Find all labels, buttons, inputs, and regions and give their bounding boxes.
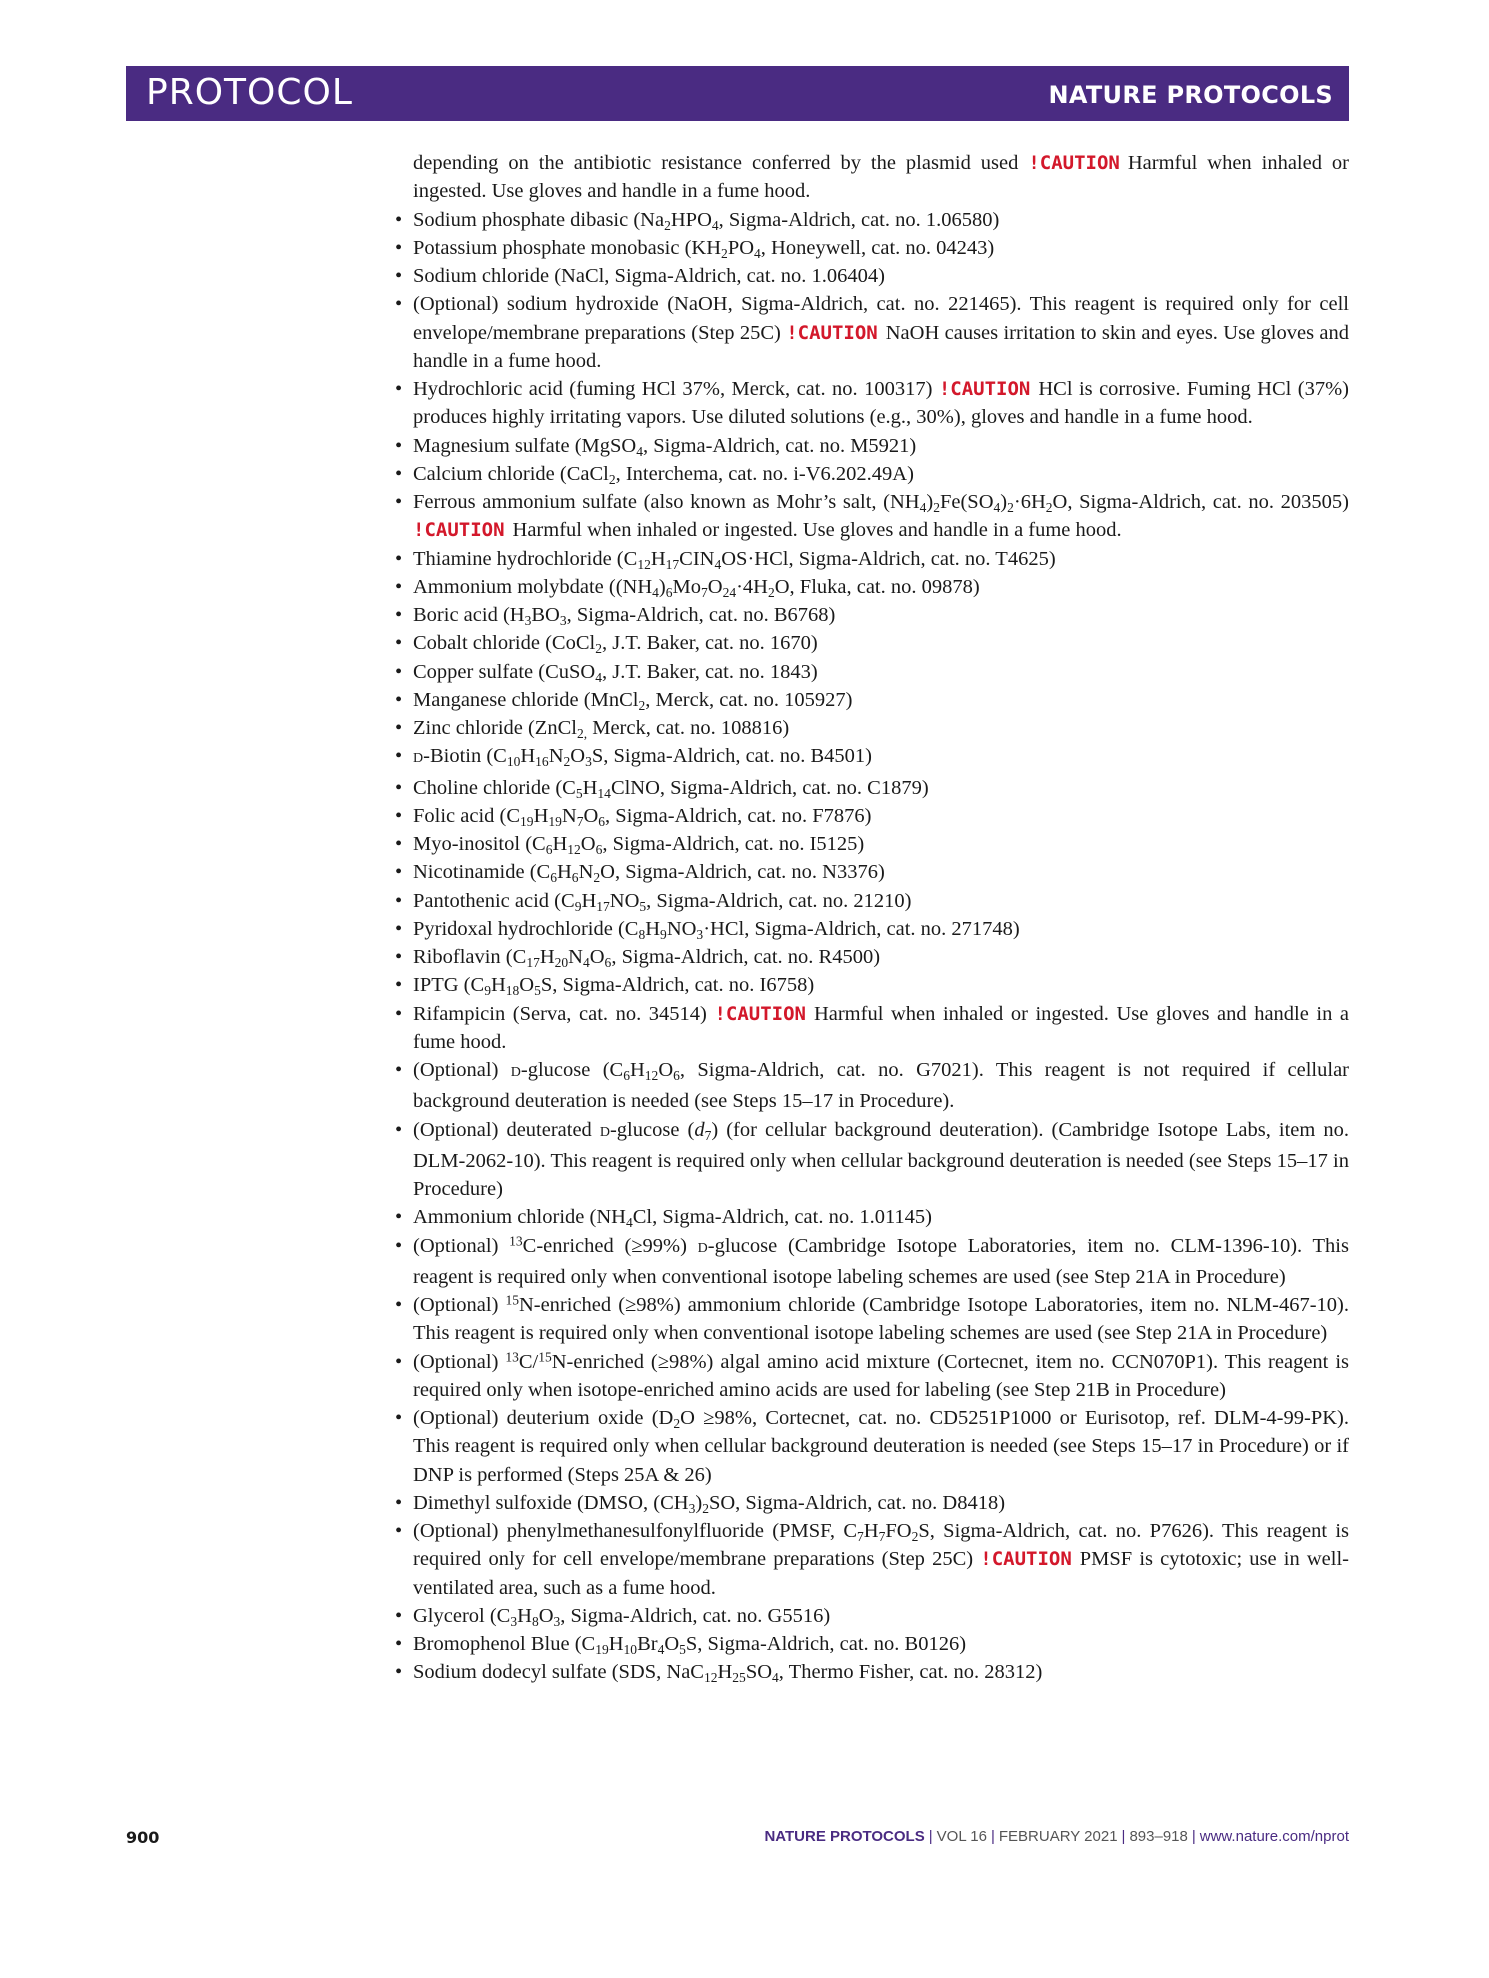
- list-item: • Boric acid ($H_3BO_3$, Sigma-Aldrich, cat. no. B6768): [395, 604, 836, 628]
- journal-title: NATURE PROTOCOLS: [1048, 81, 1333, 109]
- list-item: • D-Biotin ($C_{10}H_{16}N_2O_3S$, Sigma-Aldrich, cat. no. B4501): [395, 745, 872, 770]
- list-item: • Myo-inositol ($C_6H_{12}O_6$, Sigma-Aldrich, cat. no. I5125): [395, 833, 865, 857]
- footer-volume: VOL 16: [936, 1828, 987, 1845]
- list-item: • Bromophenol Blue ($C_{19}H_{10}Br_4O_5S$, Sigma-Aldrich, cat. no. B0126): [395, 1633, 967, 1657]
- caution-label: !CAUTION: [938, 378, 1031, 400]
- reagent-list: [391, 149, 1349, 1687]
- footer-journal: NATURE PROTOCOLS: [764, 1828, 925, 1845]
- section-label: PROTOCOL: [146, 72, 353, 113]
- list-item: • Dimethyl sulfoxide (DMSO, $(CH_3)_2SO$, Sigma-Aldrich, cat. no. D8418): [395, 1491, 1006, 1516]
- list-item: • Ammonium molybdate ($(NH_4)_6Mo_7O_{24}\cdot 4H_2O$, Fluka, cat. no. 09878): [395, 575, 980, 600]
- list-item: • (Optional) phenylmethanesulfonylfluoride (PMSF, $C_7H_7FO_2S$, Sigma-Aldrich, cat. no. P7626). This reagent is required only for cell envelope/membrane preparations (Step 25C) !CAUTION PMSF is cytotoxic; use in well-ventilated area, such as a fume hood.: [395, 1520, 1350, 1599]
- list-item: • Glycerol ($C_3H_8O_3$, Sigma-Aldrich, cat. no. G5516): [395, 1604, 831, 1629]
- list-item: • Rifampicin (Serva, cat. no. 34514) !CAUTION Harmful when inhaled or ingested. Use gloves and handle in a fume hood.: [395, 1002, 1350, 1053]
- list-item: • (Optional) deuterium oxide ($D_2O \ge 98\%$, Cortecnet, cat. no. CD5251P1000 or Eurisotop, ref. DLM-4-99-PK). This reagent is required only when cellular background deuteration is needed (see Steps 15–17 in Procedure) or if DNP is performed (Steps 25A & 26): [395, 1407, 1349, 1486]
- list-item: • Calcium chloride (CaCl$_2$, Interchema, cat. no. i-V6.202.49A): [395, 462, 914, 487]
- list-item: • Folic acid ($C_{19}H_{19}N_7O_6$, Sigma-Aldrich, cat. no. F7876): [395, 804, 872, 829]
- list-item: • Copper sulfate (CuSO$_4$, J.T. Baker, cat. no. 1843): [395, 660, 818, 685]
- footer-citation: NATURE PROTOCOLS | VOL 16 | FEBRUARY 2021 | 893–918 | www.nature.com/nprot: [764, 1828, 1349, 1845]
- list-item: • Zinc chloride (ZnCl$_{2,}$ Merck, cat. no. 108816): [395, 717, 790, 741]
- list-item: • (Optional) deuterated D-glucose $(d_7)$ (for cellular background deuteration). (Cambridge Isotope Labs, item no. DLM-2062-10). This reagent is required only when cellular background deuteration is needed (see Steps 15–17 in Procedure): [395, 1118, 1349, 1200]
- list-item: • Sodium phosphate dibasic ($Na_2HPO_4$, Sigma-Aldrich, cat. no. 1.06580): [395, 208, 1000, 233]
- list-item: • Riboflavin ($C_{17}H_{20}N_4O_6$, Sigma-Aldrich, cat. no. R4500): [395, 946, 881, 970]
- caution-label: !CAUTION: [786, 321, 878, 344]
- page-number: 900: [126, 1828, 160, 1847]
- caution-label: !CAUTION: [413, 519, 505, 542]
- list-item: • Thiamine hydrochloride ($C_{12}H_{17}CIN_4OS\cdot HCl$, Sigma-Aldrich, cat. no. T4625): [395, 547, 1056, 572]
- list-item: • Sodium chloride (NaCl, Sigma-Aldrich, cat. no. 1.06404): [395, 265, 885, 287]
- list-item: • IPTG ($C_9H_{18}O_5S$, Sigma-Aldrich, cat. no. I6758): [395, 974, 815, 999]
- list-item: • (Optional) $^{13}$C-enriched (≥99%) D-glucose (Cambridge Isotope Laboratories, item no. CLM-1396-10). This reagent is required only when conventional isotope labeling schemes are used (see Step 21A in Procedure): [395, 1232, 1349, 1288]
- list-item: • Ferrous ammonium sulfate (also known as Mohr’s salt, $(NH_4)_2Fe(SO_4)_2\cdot 6H_2O$, Sigma-Aldrich, cat. no. 203505) !CAUTION Harmful when inhaled or ingested. Use gloves and handle in a fume hood.: [395, 491, 1349, 542]
- caution-label: !CAUTION: [1028, 152, 1120, 174]
- list-item: • Hydrochloric acid (fuming HCl 37%, Merck, cat. no. 100317) !CAUTION HCl is corrosive. Fuming HCl (37%) produces highly irritating vapors. Use diluted solutions (e.g., 30%), gloves and handle in a fume hood.: [395, 378, 1349, 429]
- footer-pages: 893–918: [1129, 1828, 1188, 1845]
- list-item: • Pyridoxal hydrochloride ($C_8H_9NO_3\cdot HCl$, Sigma-Aldrich, cat. no. 271748): [395, 917, 1020, 942]
- list-item: • Manganese chloride (MnCl$_2$, Merck, cat. no. 105927): [395, 688, 853, 713]
- list-item: depending on the antibiotic resistance conferred by the plasmid used !CAUTION Harmful when inhaled or ingested. Use gloves and handle in a fume hood.: [413, 152, 1349, 203]
- list-item: • Sodium dodecyl sulfate (SDS, $NaC_{12}H_{25}SO_4$, Thermo Fisher, cat. no. 28312): [395, 1661, 1043, 1686]
- list-item: • Pantothenic acid ($C_9H_{17}NO_5$, Sigma-Aldrich, cat. no. 21210): [395, 889, 912, 914]
- footer-url[interactable]: www.nature.com/nprot: [1199, 1828, 1349, 1845]
- list-item: • Cobalt chloride (CoCl$_2$, J.T. Baker, cat. no. 1670): [395, 632, 818, 657]
- list-item: • Potassium phosphate monobasic ($KH_2PO_4$, Honeywell, cat. no. 04243): [395, 236, 995, 261]
- caution-label: !CAUTION: [714, 1002, 806, 1025]
- header-bar: [126, 66, 1349, 121]
- list-item: • Choline chloride ($C_5H_{14}ClNO$, Sigma-Aldrich, cat. no. C1879): [395, 776, 929, 801]
- list-item: • Nicotinamide ($C_6H_6N_2O$, Sigma-Aldrich, cat. no. N3376): [395, 861, 885, 886]
- footer-date: FEBRUARY 2021: [998, 1828, 1118, 1845]
- list-item: • (Optional) $^{15}$N-enriched (≥98%) ammonium chloride (Cambridge Isotope Laboratories, item no. NLM-467-10). This reagent is required only when conventional isotope labeling schemes are used (see Step 21A in Procedure): [395, 1292, 1349, 1345]
- list-item: • (Optional) sodium hydroxide (NaOH, Sigma-Aldrich, cat. no. 221465). This reagent is required only for cell envelope/membrane preparations (Step 25C) !CAUTION NaOH causes irritation to skin and eyes. Use gloves and handle in a fume hood.: [395, 293, 1349, 372]
- caution-label: !CAUTION: [980, 1548, 1072, 1571]
- list-item: • Magnesium sulfate (MgSO$_4$, Sigma-Aldrich, cat. no. M5921): [395, 434, 917, 459]
- list-item: • (Optional) $^{13}$C/$^{15}$N-enriched (≥98%) algal amino acid mixture (Cortecnet, item no. CCN070P1). This reagent is required only when isotope-enriched amino acids are used for labeling (see Step 21B in Procedure): [395, 1348, 1349, 1401]
- list-item: • (Optional) D-glucose ($C_6H_{12}O_6$, Sigma-Aldrich, cat. no. G7021). This reagent is not required if cellular background deuteration is needed (see Steps 15–17 in Procedure).: [395, 1059, 1349, 1113]
- list-item: • Ammonium chloride ($NH_4Cl$, Sigma-Aldrich, cat. no. 1.01145): [395, 1206, 933, 1231]
